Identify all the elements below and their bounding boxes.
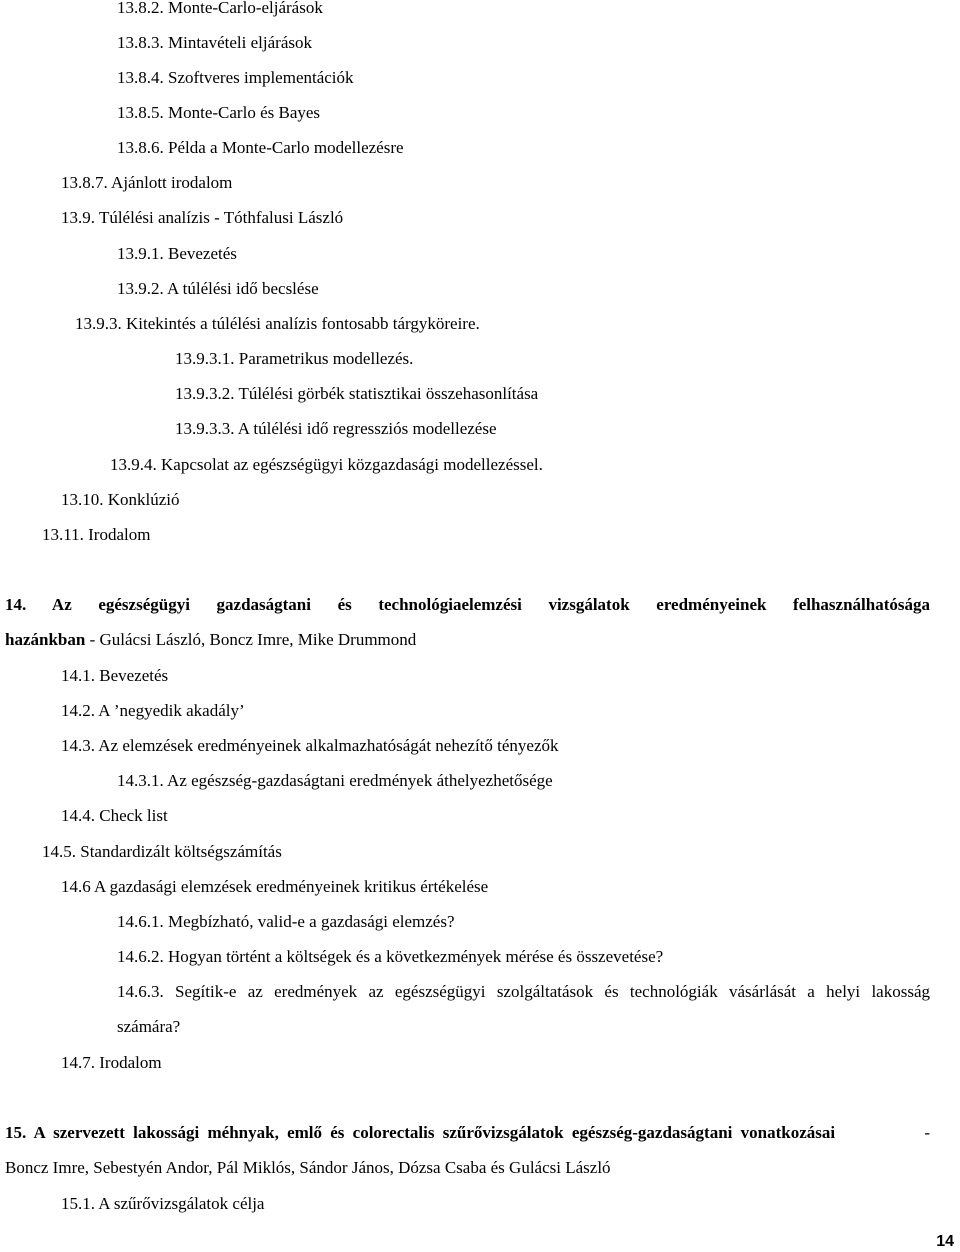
chapter-14-heading-bold-end: hazánkban (5, 630, 86, 649)
toc-14-6-3-line1: 14.6.3. Segítik-e az eredmények az egészségügyi szolgáltatások és technológiák vásárlását a helyi lakosság (117, 982, 930, 1001)
toc-13-9-3: 13.9.3. Kitekintés a túlélési analízis fontosabb tárgyköreire. (75, 314, 480, 333)
toc-13-8-2: 13.8.2. Monte-Carlo-eljárások (117, 0, 323, 17)
toc-14-3-1: 14.3.1. Az egészség-gazdaságtani eredmények áthelyezhetősége (117, 771, 553, 790)
toc-13-8-3: 13.8.3. Mintavételi eljárások (117, 33, 312, 52)
chapter-14-authors: - Gulácsi László, Boncz Imre, Mike Drummond (85, 630, 417, 649)
toc-14-5: 14.5. Standardizált költségszámítás (42, 842, 282, 861)
page-number: 14 (936, 1233, 954, 1250)
toc-14-7: 14.7. Irodalom (61, 1053, 162, 1072)
toc-13-8-5: 13.8.5. Monte-Carlo és Bayes (117, 103, 321, 122)
toc-14-2: 14.2. A ’negyedik akadály’ (61, 701, 245, 720)
toc-13-9-1: 13.9.1. Bevezetés (117, 244, 237, 263)
toc-13-9-2: 13.9.2. A túlélési idő becslése (117, 279, 319, 298)
toc-13-10: 13.10. Konklúzió (61, 490, 180, 509)
toc-13-9-3-1: 13.9.3.1. Parametrikus modellezés. (175, 349, 414, 368)
toc-14-6-2: 14.6.2. Hogyan történt a költségek és a következmények mérése és összevetése? (117, 947, 664, 966)
toc-14-1: 14.1. Bevezetés (61, 666, 169, 685)
toc-14-6: 14.6 A gazdasági elemzések eredményeinek kritikus értékelése (61, 877, 489, 896)
toc-14-6-1: 14.6.1. Megbízható, valid-e a gazdasági elemzés? (117, 912, 455, 931)
toc-13-11: 13.11. Irodalom (42, 525, 151, 544)
toc-14-3: 14.3. Az elemzések eredményeinek alkalmazhatóságát nehezítő tényezők (61, 736, 559, 755)
toc-13-9-4: 13.9.4. Kapcsolat az egészségügyi közgazdasági modellezéssel. (110, 455, 543, 474)
chapter-15-heading-dash: - (924, 1123, 930, 1142)
chapter-15-heading-bold: 15. A szervezett lakossági méhnyak, emlő és colorectalis szűrővizsgálatok egészség-gazdaságtani vonatkozásai (5, 1123, 836, 1142)
chapter-14-heading-line1: 14. Az egészségügyi gazdaságtani és technológiaelemzési vizsgálatok eredményeinek felhasználhatósága (5, 595, 930, 614)
toc-13-8-4: 13.8.4. Szoftveres implementációk (117, 68, 354, 87)
chapter-14-heading-line2 (5, 629, 416, 651)
toc-13-8-6: 13.8.6. Példa a Monte-Carlo modellezésre (117, 138, 404, 157)
toc-14-4: 14.4. Check list (61, 806, 168, 825)
toc-14-6-3-line2: számára? (117, 1017, 181, 1036)
toc-13-8-7: 13.8.7. Ajánlott irodalom (61, 173, 233, 192)
toc-13-9-3-2: 13.9.3.2. Túlélési görbék statisztikai összehasonlítása (175, 384, 539, 403)
toc-13-9: 13.9. Túlélési analízis - Tóthfalusi László (61, 208, 344, 227)
toc-13-9-3-3: 13.9.3.3. A túlélési idő regressziós modellezése (175, 419, 497, 438)
chapter-15-authors: Boncz Imre, Sebestyén Andor, Pál Miklós, Sándor János, Dózsa Csaba és Gulácsi László (5, 1158, 611, 1177)
chapter-15-heading-line1 (5, 1122, 930, 1144)
toc-15-1: 15.1. A szűrővizsgálatok célja (61, 1194, 265, 1213)
